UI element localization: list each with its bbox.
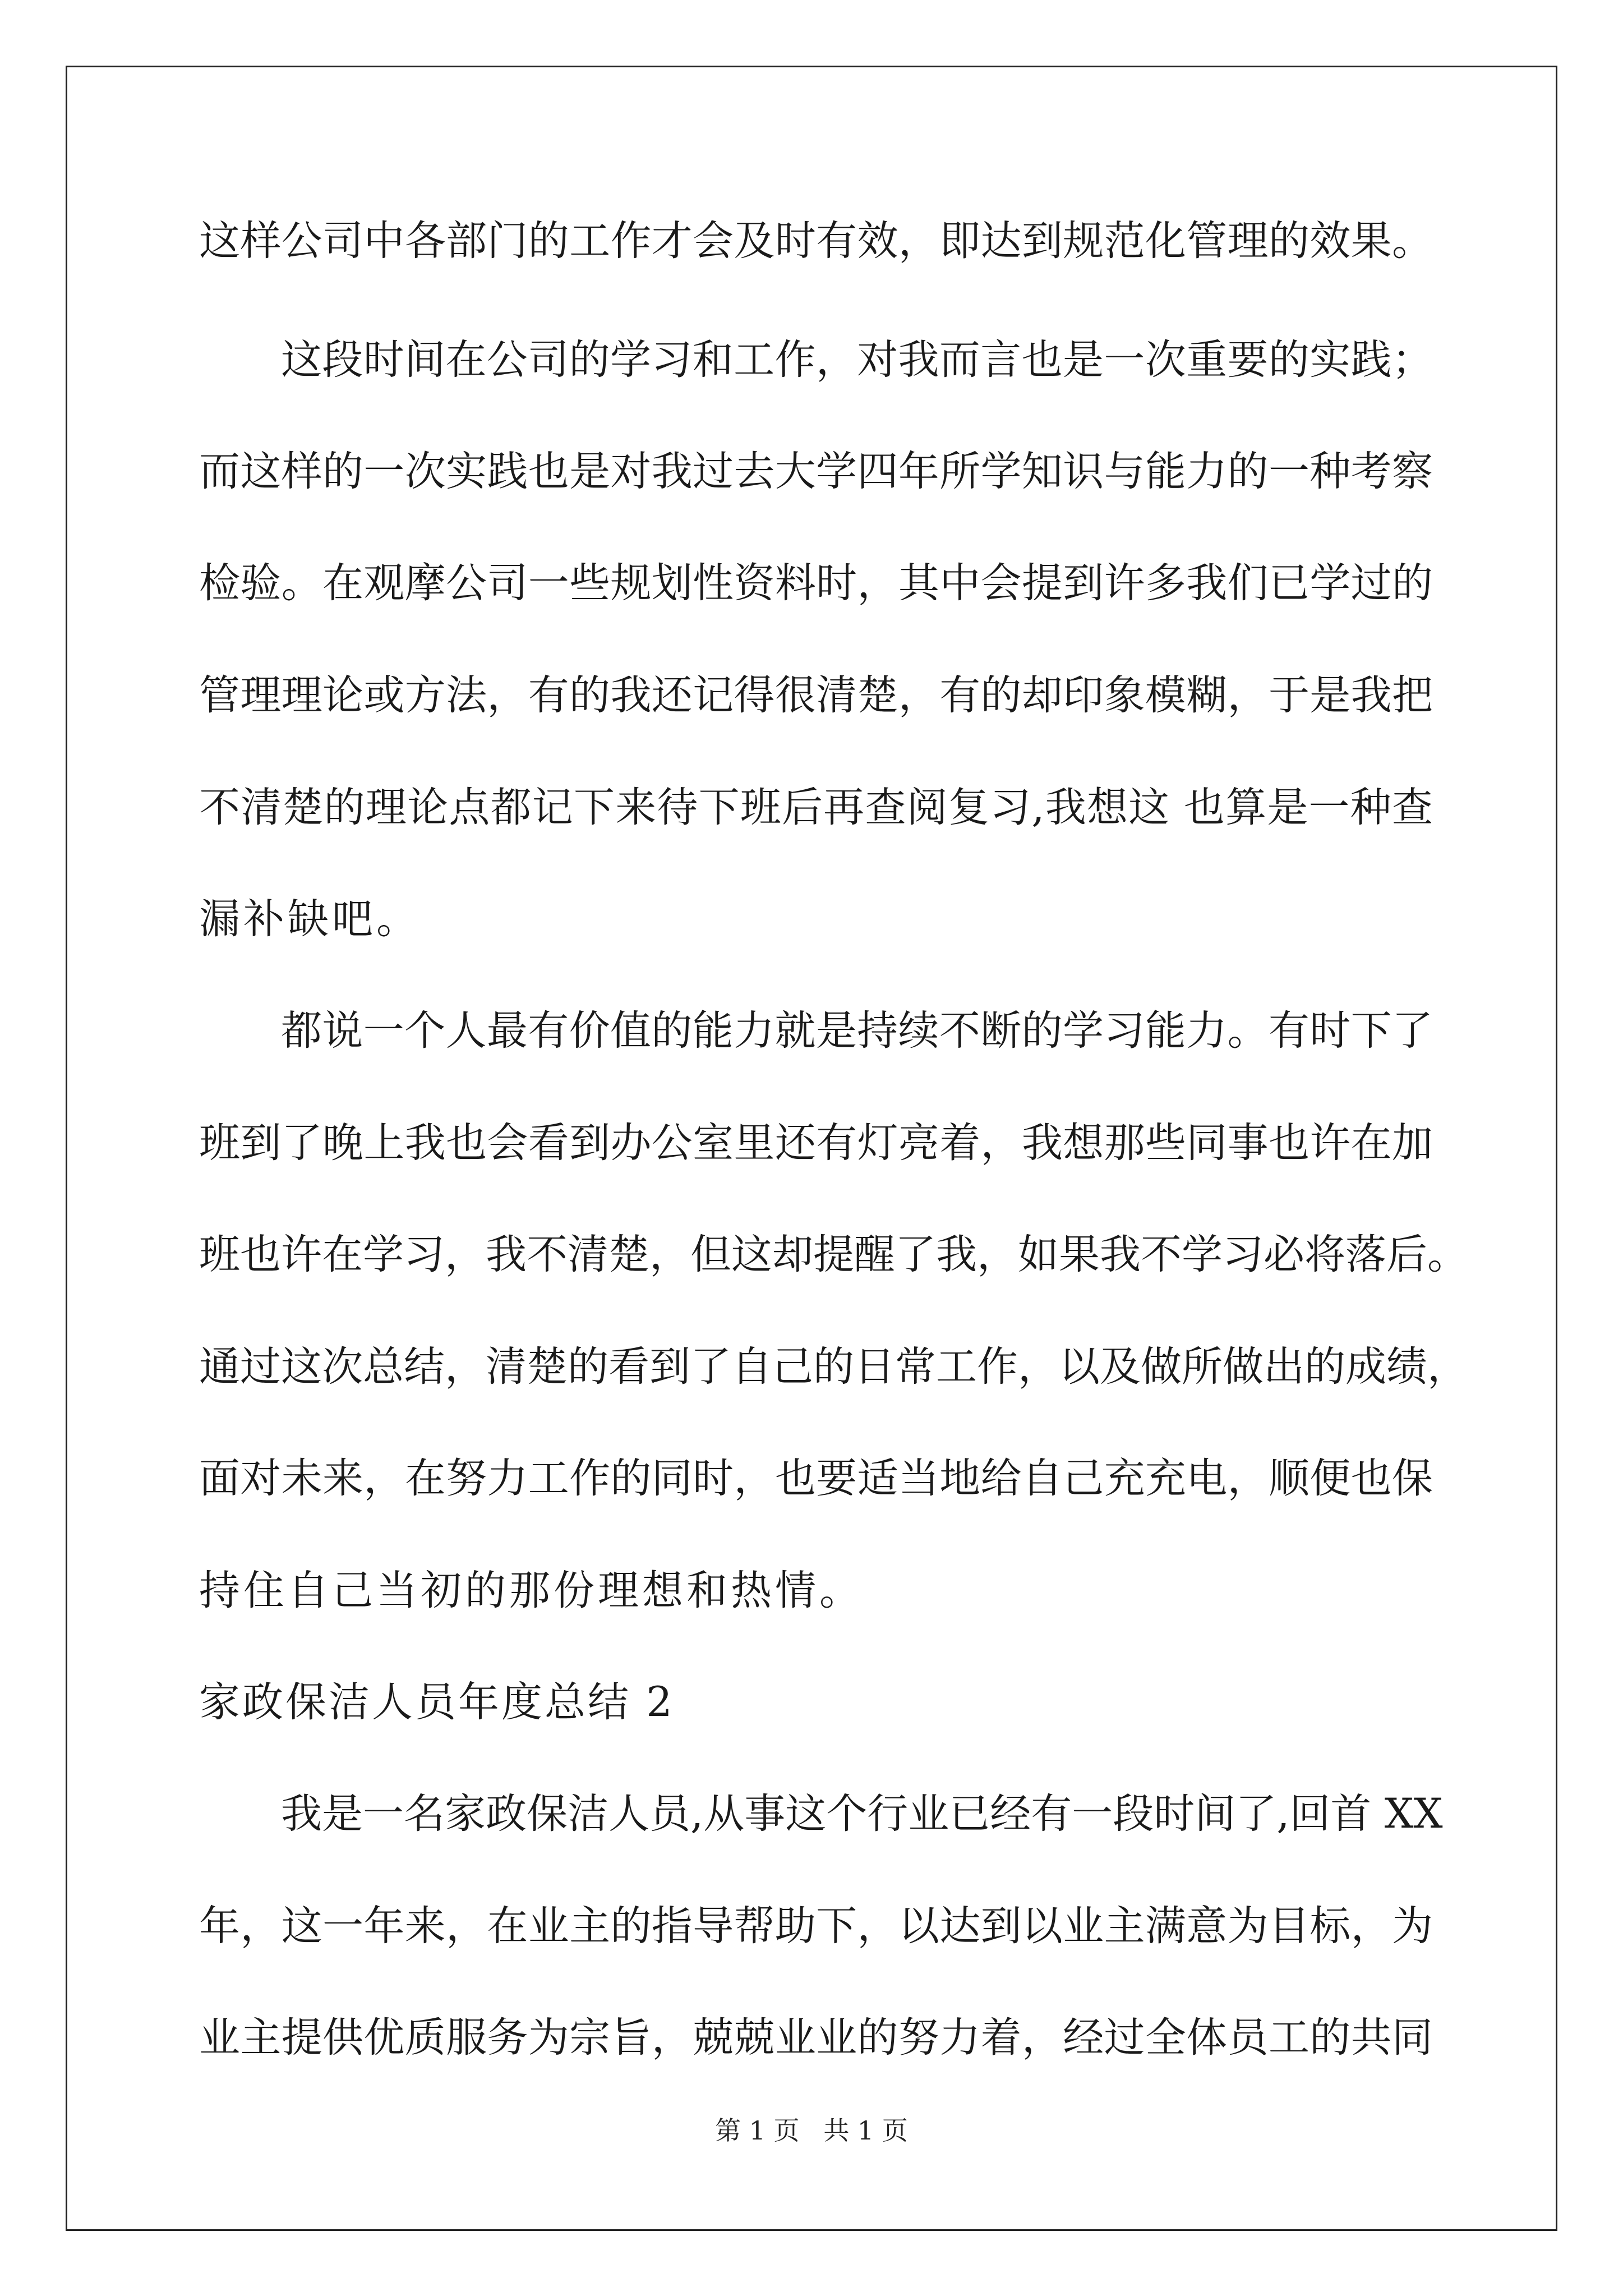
page-total: 共 1 页 — [823, 2115, 908, 2146]
section-heading: 家政保洁人员年度总结 2 — [199, 1678, 675, 1726]
text-line: 班也许在学习，我不清楚，但这却提醒了我，如果我不学习必将落后。 — [199, 1231, 1468, 1278]
page-footer — [0, 2114, 1623, 2147]
text-line: 管理理论或方法，有的我还记得很清楚，有的却印象模糊，于是我把 — [199, 671, 1433, 719]
text-line: 班到了晚上我也会看到办公室里还有灯亮着，我想那些同事也许在加 — [199, 1119, 1433, 1167]
text-line: 这段时间在公司的学习和工作，对我而言也是一次重要的实践； — [281, 336, 1433, 384]
text-line: 而这样的一次实践也是对我过去大学四年所学知识与能力的一种考察 — [199, 448, 1433, 495]
text-line: 漏补缺吧。 — [199, 895, 421, 943]
text-line: 不清楚的理论点都记下来待下班后再查阅复习,我想这 也算是一种查 — [199, 784, 1433, 831]
text-line: 持住自己当初的那份理想和热情。 — [199, 1567, 864, 1614]
text-line: 这样公司中各部门的工作才会及时有效，即达到规范化管理的效果。 — [199, 217, 1433, 265]
text-line: 年，这一年来，在业主的指导帮助下，以达到以业主满意为目标，为 — [199, 1902, 1433, 1950]
text-line: 都说一个人最有价值的能力就是持续不断的学习能力。有时下了 — [281, 1007, 1433, 1055]
text-line: 业主提供优质服务为宗旨，兢兢业业的努力着，经过全体员工的共同 — [199, 2014, 1433, 2062]
text-line: 我是一名家政保洁人员,从事这个行业已经有一段时间了,回首 XX — [281, 1790, 1443, 1838]
text-line: 面对未来，在努力工作的同时，也要适当地给自己充充电，顺便也保 — [199, 1455, 1433, 1502]
text-line: 检验。在观摩公司一些规划性资料时，其中会提到许多我们已学过的 — [199, 559, 1433, 607]
page-number: 第 1 页 — [715, 2115, 800, 2146]
text-line: 通过这次总结，清楚的看到了自己的日常工作，以及做所做出的成绩， — [199, 1343, 1468, 1391]
